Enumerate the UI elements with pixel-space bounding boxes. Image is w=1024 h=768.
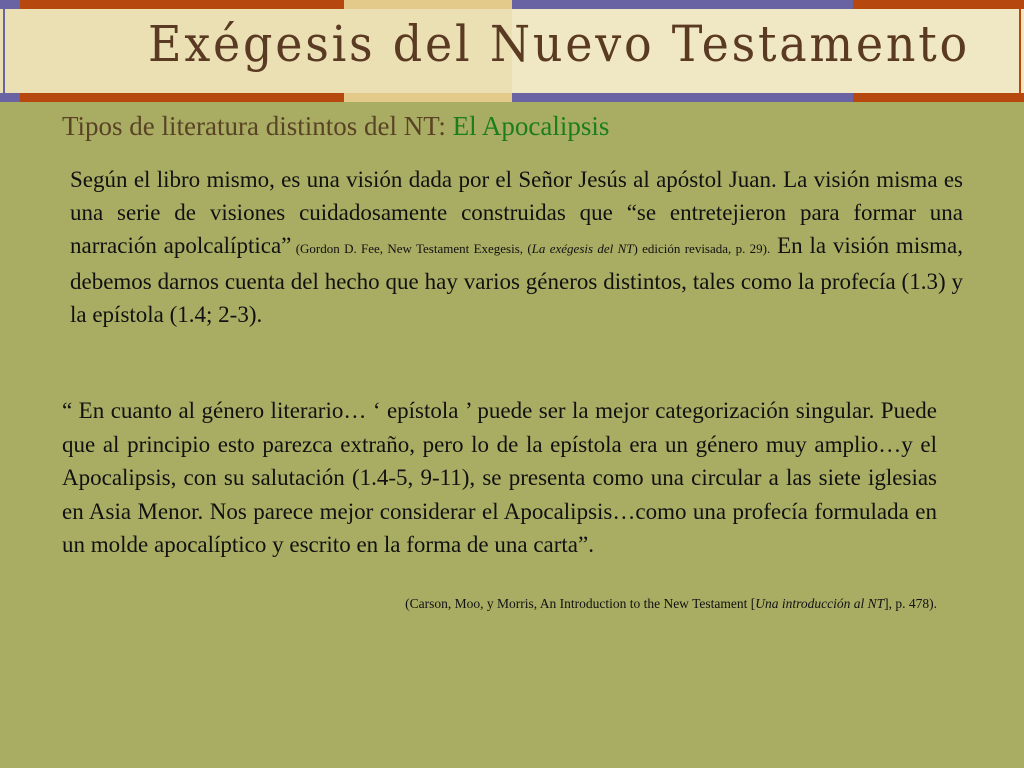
stripe-segment [344, 0, 512, 9]
stripe-segment [0, 93, 20, 102]
citation-text-a: (Carson, Moo, y Morris, An Introduction to the New Testament [ [405, 596, 756, 611]
quote-inner-close: ’ [464, 398, 471, 423]
citation-text-b: ], p. 478). [884, 596, 937, 611]
title-band [0, 9, 1024, 93]
intro-quoted-text: se entretejieron para formar una narración apolcalíptica [70, 200, 963, 258]
stripe-segment [853, 0, 1024, 9]
top-decor-stripe [0, 0, 1024, 9]
stripe-segment [20, 0, 344, 9]
block-quote [62, 394, 937, 562]
slide-subtitle [62, 111, 609, 142]
quote-inner-word: epístola [380, 398, 465, 423]
subtitle-highlight: El Apocalipsis [452, 111, 610, 141]
stripe-segment [0, 0, 20, 9]
subtitle-prefix: Tipos de literatura distintos del NT: [62, 111, 446, 141]
intro-reference-b: ) edición revisada, p. 29). [633, 241, 771, 256]
citation-italic: Una introducción al NT [755, 596, 885, 611]
intro-text-b: En la visión misma, debemos darnos cuenta del hecho que hay varios géneros distintos, tales como la profecía (1.3) y la epístola (1.4; 2-3). [70, 233, 964, 327]
title-band-edge-right [1019, 9, 1021, 93]
quote-open-mark: “ [62, 398, 73, 423]
stripe-segment [512, 93, 853, 102]
intro-reference [291, 241, 770, 256]
title-band-edge-left [3, 9, 5, 93]
intro-quote-open: “ [626, 200, 637, 225]
stripe-segment [512, 0, 853, 9]
intro-text-a: Según el libro mismo, es una visión dada por el Señor Jesús al apóstol Juan. La visión misma es una serie de visiones cuidadosamente construidas que [70, 167, 963, 225]
quote-inner-open: ‘ [372, 398, 381, 423]
page-title: Exégesis del Nuevo Testamento [148, 15, 970, 73]
quote-text-a: En cuanto al género literario… [72, 398, 373, 423]
intro-reference-italic: La exégesis del NT [531, 241, 634, 256]
stripe-segment [853, 93, 1024, 102]
stripe-segment [344, 93, 512, 102]
quote-citation [405, 596, 937, 612]
quote-text-b: puede ser la mejor categorización singular. Puede que al principio esto parezca extraño, pero lo de la epístola era un género muy amplio…y el Apocalipsis, con su salutación (1.4-5, 9-11), se presenta como una circular a las siete iglesias en Asia Menor. Nos parece mejor considerar el Apocalipsis…como una profecía formulada en un molde apocalíptico y escrito en la forma de una carta [62, 398, 938, 557]
quote-end: . [588, 532, 594, 557]
bottom-decor-stripe [0, 93, 1024, 102]
intro-quote-close: ” [281, 233, 292, 258]
quote-close-mark: ” [578, 532, 589, 557]
intro-reference-a: (Gordon D. Fee, New Testament Exegesis, ( [291, 241, 532, 256]
stripe-segment [20, 93, 344, 102]
intro-paragraph [70, 163, 963, 331]
